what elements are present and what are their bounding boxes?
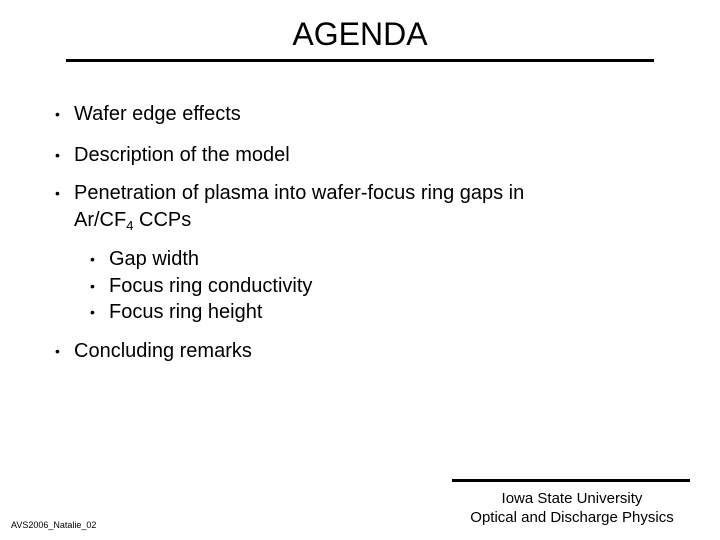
bullet-dot-icon: • <box>55 343 60 359</box>
bullet-dot-icon: • <box>55 185 60 201</box>
gas-mixture-subscript: 4 <box>126 218 134 233</box>
bullet-text: Description of the model <box>74 144 290 166</box>
bullet-text: Wafer edge effects <box>74 103 241 125</box>
bullet-dot-icon: • <box>90 278 95 294</box>
bullet-text-line-1: Penetration of plasma into wafer-focus ring gaps in <box>74 182 525 204</box>
sub-bullet-text: Gap width <box>109 248 200 270</box>
footer-university: Iowa State University <box>501 490 643 507</box>
bullet-text-line-2 <box>74 208 191 232</box>
bullet-dot-icon: • <box>90 251 95 267</box>
sub-bullet-text: Focus ring conductivity <box>109 275 313 297</box>
footer-affiliation <box>448 489 696 527</box>
bullet-dot-icon: • <box>90 304 95 320</box>
footer-group: Optical and Discharge Physics <box>470 509 674 526</box>
title-divider <box>66 59 654 62</box>
gas-mixture-prefix: Ar/CF <box>74 209 127 231</box>
footer-divider <box>452 479 690 482</box>
slide-title: AGENDA <box>292 16 428 52</box>
bullet-dot-icon: • <box>55 147 60 163</box>
sub-bullet-text: Focus ring height <box>109 301 263 323</box>
bullet-dot-icon: • <box>55 106 60 122</box>
footer-file-label: AVS2006_Natalie_02 <box>11 520 97 530</box>
bullet-text: Concluding remarks <box>74 340 252 362</box>
gas-mixture-suffix: CCPs <box>133 209 192 231</box>
